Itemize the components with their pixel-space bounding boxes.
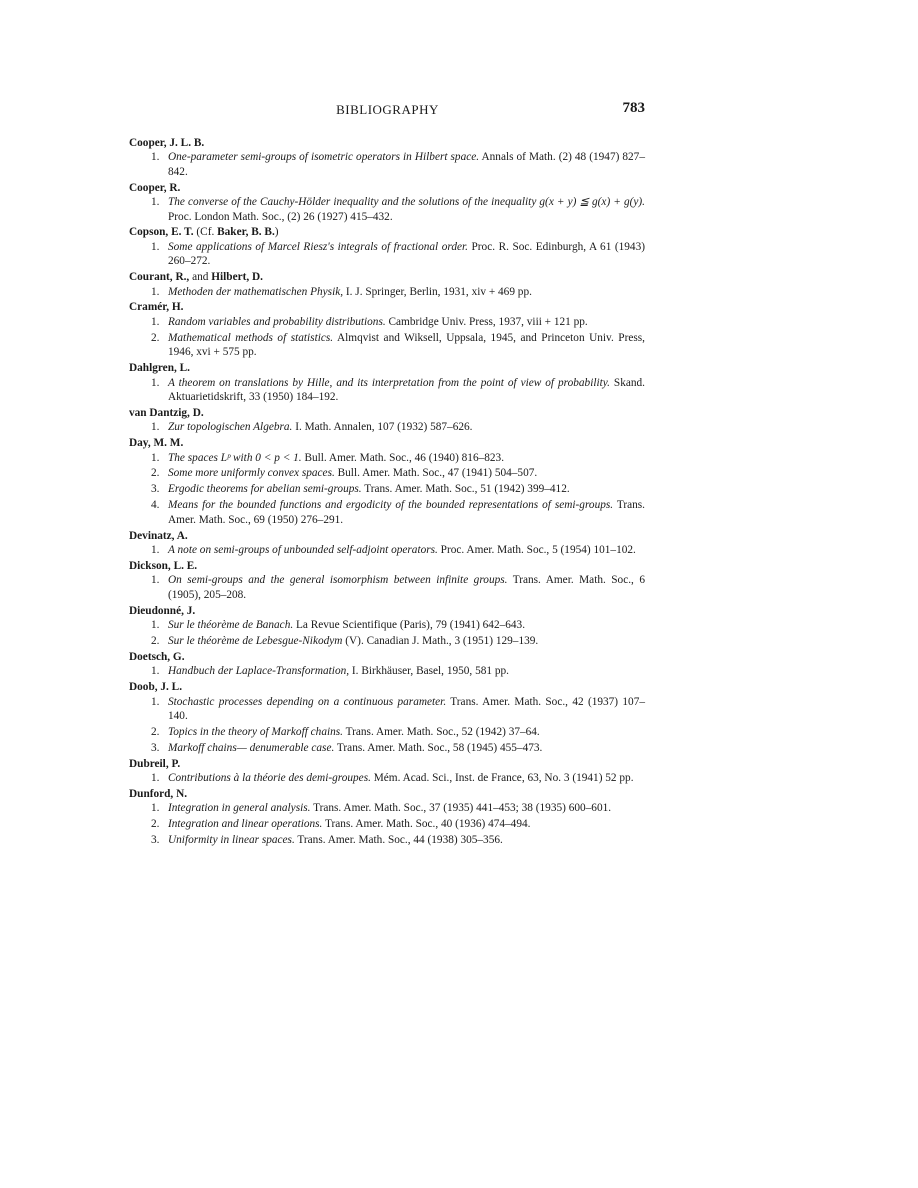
work-number: 1. xyxy=(151,285,160,298)
author-name: Dunford, N. xyxy=(129,787,188,800)
work-number: 1. xyxy=(151,802,160,815)
work-citation: Trans. Amer. Math. Soc., 40 (1936) 474–494. xyxy=(322,818,531,831)
running-title: BIBLIOGRAPHY xyxy=(336,102,439,117)
work-number: 1. xyxy=(151,772,160,785)
author-name: Copson, E. T. xyxy=(129,226,194,239)
bib-work xyxy=(129,833,645,847)
work-citation: Trans. Amer. Math. Soc., 69 (1950) 276–291. xyxy=(168,499,645,526)
author-coauthor: Baker, B. B. xyxy=(217,226,275,239)
bib-entry xyxy=(129,406,645,435)
work-citation: Skand. Aktuarietidskrift, 33 (1950) 184–192. xyxy=(168,376,645,403)
work-title: The spaces Lᵖ with 0 < p < 1. xyxy=(168,451,302,464)
work-title: Integration and linear operations. xyxy=(168,818,323,831)
bib-work xyxy=(129,543,645,557)
work-title: Contributions à la théorie des demi-groupes. xyxy=(168,772,371,785)
author-heading xyxy=(129,757,645,771)
work-number: 1. xyxy=(151,315,160,328)
work-citation: Trans. Amer. Math. Soc., 6 (1905), 205–208. xyxy=(168,574,645,601)
author-heading xyxy=(129,787,645,801)
work-title: Integration in general analysis. xyxy=(168,802,311,815)
author-name: Dubreil, P. xyxy=(129,757,181,770)
bib-work xyxy=(129,482,645,496)
author-heading xyxy=(129,650,645,664)
author-note-text: ) xyxy=(274,226,279,239)
work-title: Ergodic theorems for abelian semi-groups. xyxy=(168,483,362,496)
bib-entry xyxy=(129,529,645,558)
bib-work xyxy=(129,420,645,434)
author-heading xyxy=(129,136,645,150)
work-number: 1. xyxy=(151,543,160,556)
work-title: Sur le théorème de Lebesgue-Nikodym xyxy=(168,634,343,647)
author-heading xyxy=(129,300,645,314)
work-number: 3. xyxy=(151,834,160,847)
author-note-text: (Cf. xyxy=(193,226,218,239)
work-title: Means for the bounded functions and ergodicity of the bounded representations of semi-groups. xyxy=(168,499,614,512)
work-title: Mathematical methods of statistics. xyxy=(168,331,334,344)
work-number: 2. xyxy=(151,634,160,647)
work-title: Stochastic processes depending on a continuous parameter. xyxy=(168,695,447,708)
work-number: 1. xyxy=(151,376,160,389)
bib-work xyxy=(129,240,645,269)
work-citation: Trans. Amer. Math. Soc., 52 (1942) 37–64. xyxy=(343,725,540,738)
work-citation: Trans. Amer. Math. Soc., 44 (1938) 305–356. xyxy=(294,834,503,847)
bib-work xyxy=(129,695,645,724)
author-heading xyxy=(129,225,645,239)
author-heading xyxy=(129,270,645,284)
author-heading xyxy=(129,436,645,450)
bib-work xyxy=(129,801,645,815)
work-citation: I. J. Springer, Berlin, 1931, xiv + 469 pp. xyxy=(343,285,532,298)
work-citation: Annals of Math. (2) 48 (1947) 827–842. xyxy=(168,151,645,178)
bib-work xyxy=(129,376,645,405)
work-title: A note on semi-groups of unbounded self-adjoint operators. xyxy=(168,543,438,556)
work-citation: Trans. Amer. Math. Soc., 58 (1945) 455–473. xyxy=(334,741,543,754)
bib-work xyxy=(129,771,645,785)
bib-entry xyxy=(129,787,645,848)
work-number: 2. xyxy=(151,467,160,480)
author-name: Doetsch, G. xyxy=(129,650,185,663)
work-number: 1. xyxy=(151,695,160,708)
bib-work xyxy=(129,664,645,678)
author-name: Dieudonné, J. xyxy=(129,604,196,617)
bib-work xyxy=(129,573,645,602)
page-number: 783 xyxy=(622,100,645,116)
work-citation: Bull. Amer. Math. Soc., 47 (1941) 504–507. xyxy=(334,467,538,480)
work-citation: Trans. Amer. Math. Soc., 42 (1937) 107–140. xyxy=(168,695,645,722)
author-heading xyxy=(129,361,645,375)
work-citation: Trans. Amer. Math. Soc., 51 (1942) 399–412. xyxy=(361,483,570,496)
author-name: Doob, J. L. xyxy=(129,681,183,694)
work-title: A theorem on translations by Hille, and its interpretation from the point of view of probability. xyxy=(168,376,610,389)
work-citation: Proc. R. Soc. Edinburgh, A 61 (1943) 260–272. xyxy=(168,240,645,268)
bib-work xyxy=(129,195,645,224)
author-heading xyxy=(129,559,645,573)
bib-work xyxy=(129,331,645,360)
work-citation: Proc. Amer. Math. Soc., 5 (1954) 101–102. xyxy=(437,543,636,556)
bib-entry xyxy=(129,300,645,359)
work-number: 3. xyxy=(151,483,160,496)
work-title: On semi-groups and the general isomorphism between infinite groups. xyxy=(168,574,508,587)
work-citation: I. Math. Annalen, 107 (1932) 587–626. xyxy=(292,421,473,434)
work-citation: Trans. Amer. Math. Soc., 37 (1935) 441–453; 38 (1935) 600–601. xyxy=(310,802,612,815)
work-number: 1. xyxy=(151,574,160,587)
work-title: Random variables and probability distributions. xyxy=(168,315,386,328)
author-name: Dahlgren, L. xyxy=(129,362,190,375)
author-note-text: and xyxy=(189,271,212,284)
work-number: 4. xyxy=(151,499,160,512)
work-number: 1. xyxy=(151,151,160,164)
bib-work xyxy=(129,817,645,831)
work-number: 1. xyxy=(151,619,160,631)
work-number: 2. xyxy=(151,725,160,738)
bib-work xyxy=(129,451,645,465)
author-name: van Dantzig, D. xyxy=(129,406,204,419)
author-name: Cooper, R. xyxy=(129,181,181,194)
page-header xyxy=(0,100,918,120)
author-coauthor: Hilbert, D. xyxy=(211,271,264,284)
work-citation: Almqvist and Wiksell, Uppsala, 1945, and Princeton Univ. Press, 1946, xvi + 575 pp. xyxy=(168,331,645,359)
author-name: Devinatz, A. xyxy=(129,529,188,542)
author-heading xyxy=(129,680,645,694)
work-title: Sur le théorème de Banach. xyxy=(168,619,294,631)
work-number: 1. xyxy=(151,451,160,464)
work-title: Markoff chains— denumerable case. xyxy=(168,741,335,754)
bib-entry xyxy=(129,136,645,179)
bib-work xyxy=(129,634,645,648)
work-title: One-parameter semi-groups of isometric operators in Hilbert space. xyxy=(168,151,480,164)
work-citation: I. Birkhäuser, Basel, 1950, 581 pp. xyxy=(349,665,509,678)
work-title: Some more uniformly convex spaces. xyxy=(168,467,335,480)
bib-entry xyxy=(129,650,645,679)
author-heading xyxy=(129,406,645,420)
work-number: 1. xyxy=(151,421,160,434)
bib-entry xyxy=(129,757,645,786)
work-number: 2. xyxy=(151,818,160,831)
work-number: 1. xyxy=(151,665,160,678)
work-number: 1. xyxy=(151,240,160,253)
work-number: 2. xyxy=(151,331,160,344)
work-number: 3. xyxy=(151,741,160,754)
bibliography-list xyxy=(129,136,645,849)
bib-work xyxy=(129,315,645,329)
work-title: Zur topologischen Algebra. xyxy=(168,421,293,434)
author-name: Day, M. M. xyxy=(129,437,184,450)
bib-entry xyxy=(129,361,645,404)
bib-entry xyxy=(129,436,645,527)
author-name: Cramér, H. xyxy=(129,301,184,314)
bib-work xyxy=(129,150,645,179)
author-heading xyxy=(129,529,645,543)
work-citation: Proc. London Math. Soc., (2) 26 (1927) 415–432. xyxy=(168,210,393,223)
work-title: Handbuch der Laplace-Transformation, xyxy=(168,665,350,678)
bib-work xyxy=(129,741,645,755)
author-name: Cooper, J. L. B. xyxy=(129,137,205,149)
author-name: Courant, R., xyxy=(129,271,190,284)
author-heading xyxy=(129,604,645,618)
bib-entry xyxy=(129,604,645,649)
bib-entry xyxy=(129,559,645,602)
bib-entry xyxy=(129,680,645,755)
author-heading xyxy=(129,181,645,195)
work-citation: La Revue Scientifique (Paris), 79 (1941) 642–643. xyxy=(293,619,526,631)
work-title: Some applications of Marcel Riesz's integrals of fractional order. xyxy=(168,240,468,253)
work-citation: Cambridge Univ. Press, 1937, viii + 121 pp. xyxy=(385,315,588,328)
work-title: The converse of the Cauchy-Hölder inequality and the solutions of the inequality g(x + y) ≦ g(x) + g(y). xyxy=(168,196,645,209)
work-citation: (V). Canadian J. Math., 3 (1951) 129–139. xyxy=(342,634,539,647)
work-citation: Bull. Amer. Math. Soc., 46 (1940) 816–823. xyxy=(301,451,505,464)
work-citation: Mém. Acad. Sci., Inst. de France, 63, No. 3 (1941) 52 pp. xyxy=(370,772,634,785)
work-title: Methoden der mathematischen Physik, xyxy=(168,285,344,298)
work-number: 1. xyxy=(151,196,160,209)
bib-entry xyxy=(129,181,645,224)
author-name: Dickson, L. E. xyxy=(129,559,198,572)
work-title: Topics in the theory of Markoff chains. xyxy=(168,725,343,738)
bib-work xyxy=(129,285,645,299)
bib-entry xyxy=(129,225,645,268)
bib-work xyxy=(129,725,645,739)
bib-work xyxy=(129,498,645,527)
bib-work xyxy=(129,466,645,480)
work-title: Uniformity in linear spaces. xyxy=(168,834,295,847)
bib-work xyxy=(129,618,645,632)
bib-entry xyxy=(129,270,645,299)
